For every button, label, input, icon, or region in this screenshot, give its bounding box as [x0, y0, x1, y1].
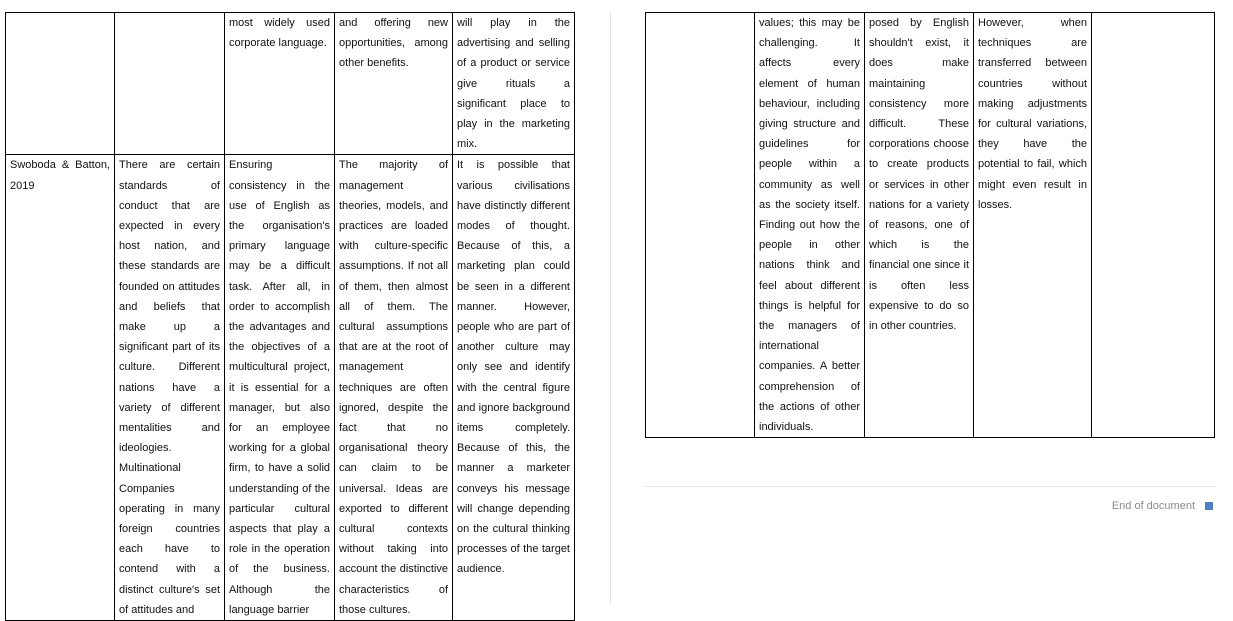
- table-cell: [646, 13, 755, 438]
- cell-text: However, when techniques are transferred between countries without making adjustments for cultural variations, they have the potential to fail, which might even result in losses.: [978, 17, 1087, 211]
- right-table: [645, 12, 1215, 438]
- table-row: [646, 13, 1215, 438]
- page-divider: [610, 12, 611, 604]
- cell-text: values; this may be challenging. It affects every element of human behaviour, including giving structure and guidelines for people within a community as well as the society itself. Finding out how the people in other nations think and feel about different things is helpful for the managers of international companies. A better comprehension of the actions of other individuals.: [759, 17, 860, 434]
- table-cell: [453, 155, 575, 621]
- cell-text: There are certain standards of conduct that are expected in every host nation, and these standards are founded on attitudes and beliefs that make up a significant part of its culture. Different nations have a variety of different mentalities and ideologies. Multinational Companies operating in many foreign countries each have to contend with a distinct culture's set of attitudes and: [119, 159, 220, 616]
- end-marker-icon: [1205, 502, 1213, 510]
- table-cell: [335, 13, 453, 155]
- cell-text: most widely used corporate language.: [229, 17, 330, 50]
- cell-text: will play in the advertising and selling of a product or service give rituals a significant place to play in the marketing mix.: [457, 17, 570, 151]
- table-cell: [115, 155, 225, 621]
- table-cell: [1092, 13, 1215, 438]
- cell-text: It is possible that various civilisations have distinctly different modes of thought. Because of this, a marketing plan could be seen in a different manner. However, people who are part of another culture may only see and identify with the central figure and ignore background items completely. Because of this, the manner a marketer conveys his message will change depending on the cultural thinking processes of the target audience.: [457, 159, 570, 576]
- table-cell: [115, 13, 225, 155]
- table-cell: [6, 13, 115, 155]
- end-separator: [645, 486, 1215, 487]
- table-cell: [974, 13, 1092, 438]
- table-row: [6, 13, 575, 155]
- table-cell: [6, 155, 115, 621]
- cell-text: and offering new opportunities, among other benefits.: [339, 17, 448, 70]
- left-page: [5, 12, 575, 621]
- table-cell: [865, 13, 974, 438]
- table-cell: [225, 155, 335, 621]
- end-of-document: [1112, 500, 1213, 512]
- table-cell: [335, 155, 453, 621]
- table-cell: [755, 13, 865, 438]
- cell-text: posed by English shouldn't exist, it does make maintaining consistency more difficult. These corporations choose to create products or services in other nations for a variety of reasons, one of which is the financial one since it is often less expensive to do so in other countries.: [869, 17, 969, 333]
- cell-text: Ensuring consistency in the use of English as the organisation's primary language may be a difficult task. After all, in order to accomplish the advantages and the objectives of a multicultural project, it is essential for a manager, but also for an employee working for a global firm, to have a solid understanding of the particular cultural aspects that play a role in the operation of the business. Although the language barrier: [229, 159, 330, 616]
- end-of-document-label: End of document: [1111, 500, 1195, 512]
- table-cell: [225, 13, 335, 155]
- cell-text: The majority of management theories, models, and practices are loaded with culture-specific assumptions. If not all of them, then almost all of them. The cultural assumptions that are at the root of management techniques are often ignored, despite the fact that no organisational theory can claim to be universal. Ideas are exported to different cultural contexts without taking into account the distinctive characteristics of those cultures.: [339, 159, 448, 616]
- table-cell: [453, 13, 575, 155]
- left-table: [5, 12, 575, 621]
- right-page: [645, 12, 1215, 438]
- table-row: [6, 155, 575, 621]
- cell-text: Swoboda & Batton, 2019: [10, 159, 110, 192]
